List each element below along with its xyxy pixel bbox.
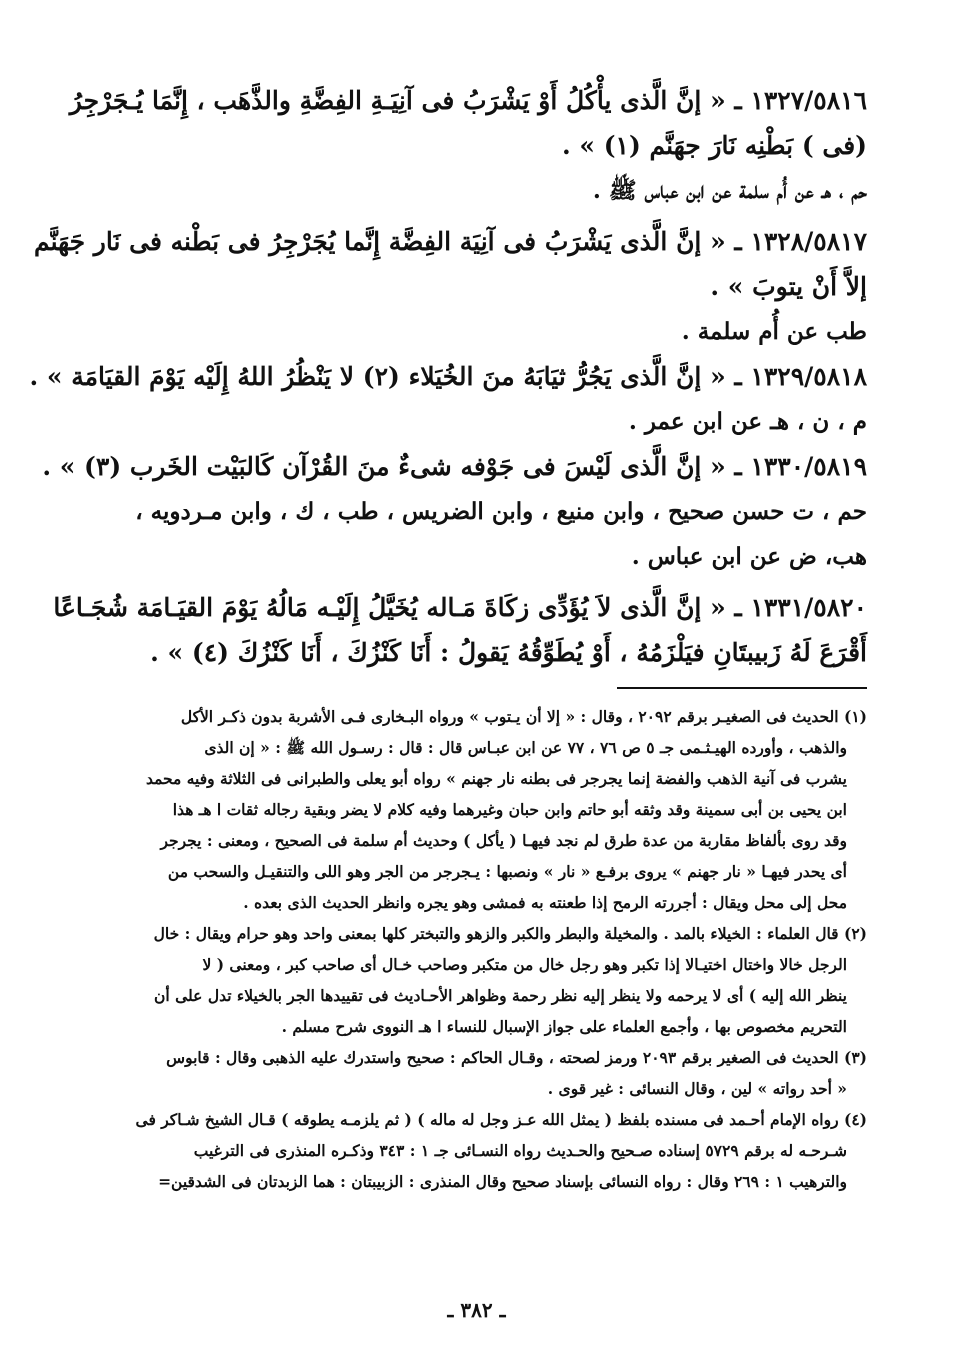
- footnote-line: ينظر الله إليه ) أى لا يرحمه ولا ينظر إليه نظر رحمة وظواهر الأحـاديث فى تقييدها الجر بالخيلاء تدل على أن: [154, 986, 847, 1005]
- hadith-text-line: ١٣٢٧/٥٨١٦ ـ « إنَّ الَّذى يأْكُلُ أَوْ يَشْرَبُ فى آنِيَـةِ الفِضَّةِ والذَّهَب ، إِنَّمَا يُـجَرْجِرُ: [69, 86, 867, 115]
- hadith-text-line: إلاَّ أَنْ يتوبَ » .: [710, 272, 867, 301]
- footnote: [78, 1104, 867, 1197]
- footnote: [78, 701, 867, 918]
- footnote-separator: [617, 687, 867, 689]
- hadith-text-line: ١٣٢٩/٥٨١٨ ـ « إنَّ الَّذى يَجُرُّ ثيَابَهُ منَ الخُيَلاء (٢) لا يَنْظُرُ اللهُ إِلَيْه يَوْمَ القيَامَة » .: [29, 362, 867, 391]
- hadith-entry: [29, 354, 867, 444]
- hadith-entry: [42, 444, 867, 579]
- page-number: ـ ٣٨٢ ـ: [447, 1298, 506, 1322]
- footnote-line: ابن يحيى بن أبى سمينة وقد وثقه أبو حاتم وابن حبان وغيرهما وفيه كلام لا يضر وبقية رجاله ثقات ا هـ هذا: [172, 800, 847, 819]
- footnote-line: وقد روى بألفاظ مقاربة من عدة طرق لم نجد فيهـا ( يأكل ) وحديث أم سلمة فى الصحيح ، ومعنى : يجرجر: [160, 831, 847, 850]
- hadith-text-line: ١٣٣١/٥٨٢٠ ـ « إنَّ الَّذى لاَ يُؤَدِّى زكَاةَ مَـاله يُخَيَّلُ إِلَيْـه مَالُهُ يَوْمَ القيَـامَة شُجَـاعًا: [53, 593, 867, 622]
- footnote-line: « أحد رواته » لين ، وقال النسائى : غير قوى .: [547, 1079, 847, 1098]
- footnote-line: (١) الحديث فى الصغيـر برقم ٢٠٩٢ ، وقال : « إلا أن يـتوب » ورواه البـخارى فـى الأشربة بدون ذكـر الأكل: [180, 707, 867, 726]
- hadith-entry: [53, 585, 867, 675]
- hadith-entry: [33, 219, 867, 354]
- footnote-line: التحريم مخصوص بها ، وأجمع العلماء على جواز الإسبال للنساء ا هـ النووى شرح مسلم .: [281, 1017, 847, 1036]
- footnote-line: شـرحـه له برقم ٥٧٢٩ إسناده صـحيح والحـديث رواه النسـائى جـ ١ : ٣٤٣ وذكـره المنذرى فى الترغيب: [193, 1141, 847, 1160]
- footnote-line: الرجل خالا واختال اختيـالا إذا تكبر وهو رجل خال من متكبر وصاحب خـال أى صاحب كبر ، ومعنى ( لا: [202, 955, 847, 974]
- footnote-line: أى يحدر فيهـا « نار جهنم » يروى برفـع « نار » ونصبها : يـجرجر من الجر وهو اللى والتنقيـل والسحب من: [167, 862, 847, 881]
- footnote-line: يشرب فى آنية الذهب والفضة إنما يجرجر فى بطنه نار جهنم » رواه أبو يعلى والطبرانى فى الثلاثة وفيه محمد: [145, 769, 847, 788]
- hadith-text-line: ١٣٣٠/٥٨١٩ ـ « إنَّ الَّذى لَيْسَ فى جَوْفه شىءٌ منَ القُرْآن كَالبَيْت الخَرب (٣) » .: [42, 452, 867, 481]
- footnote-line: والترهيب ١ : ٢٦٩ وقال : رواه النسائى بإسناد صحيح وقال المنذرى : الزبيبتان : هما الزبدتان فى الشدقين=: [158, 1172, 847, 1191]
- hadith-source-line: حم ، ت حسن صحيح ، وابن منيع ، وابن الضريس ، طب ، ك ، وابن مـردويه ،: [135, 498, 867, 525]
- hadith-source-line: م ، ن ، هـ عن ابن عمر .: [628, 408, 867, 435]
- footnote-line: (٢) قال العلماء : الخيلاء بالمد . والمخيلة والبطر والكبر والزهو والتبختر كلها بمعنى واحد وهو حرام ويقال : خال: [153, 924, 867, 943]
- hadith-text-line: أَقْرَعَ لَهُ زَبيبتَانِ فيَلْزَمُهُ ، أَوْ يُطَوِّقُهُ يَقولُ : أَنَا كَنْزُكَ ، أَنَا كَنْزُكَ (٤) » .: [150, 638, 867, 667]
- footnote-line: والذهب ، وأورده الهيـثـمى جـ ٥ ص ٧٦ ، ٧٧ عن ابن عبـاس قال : قال : رسـول الله ﷺ : « إن الذى: [204, 738, 847, 757]
- footnote: [78, 1042, 867, 1104]
- footnote-line: (٤) رواه الإمام أحـمد فى مسنده بلفظ ( يمثل الله عـز وجل له ماله ) ( ثم يلزمـه يطوقه ) قـال الشيخ شـاكر فى: [135, 1110, 867, 1129]
- hadith-source-line: حم ، هـ عن أُم سلمة عن ابن عباس ﷺ .: [592, 177, 867, 204]
- footnote-line: محل إلى محل ويقال : أجررته الرمح إذا طعنته به فمشى وهو يجره وانظر الحديث الذى بعده .: [243, 893, 847, 912]
- main-text: [29, 78, 867, 675]
- hadith-text-line: (فى ) بَطْنِه نَارَ جهَنَّم (١) » .: [561, 131, 867, 160]
- footnote: [78, 918, 867, 1042]
- hadith-source-line: طب عن أُم سلمة .: [681, 318, 867, 345]
- hadith-entry: [69, 78, 867, 213]
- footnote-separator-area: [78, 687, 867, 689]
- hadith-text-line: ١٣٢٨/٥٨١٧ ـ « إنَّ الَّذى يَشْرَبُ فى آنِيَة الفِضَّة إِنَّما يُجَرْجِرُ فى بَطْنه فى نَار جَهَنَّم: [33, 227, 867, 256]
- footnotes: [78, 701, 867, 1197]
- footnote-line: (٣) الحديث فى الصغير برقم ٢٠٩٣ ورمز لصحته ، وقـال الحاكم : صحيح واستدرك عليه الذهبى وقال : قابوس: [166, 1048, 867, 1067]
- hadith-source-line: هب، ض عن ابن عباس .: [631, 543, 867, 570]
